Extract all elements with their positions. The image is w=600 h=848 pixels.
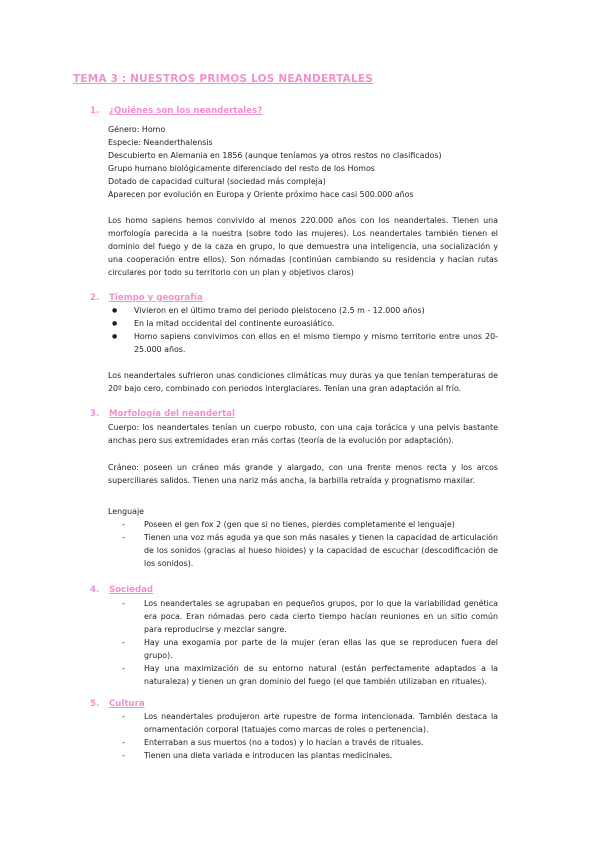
list-item: - Los neandertales produjeron arte rupestre de forma intencionada. También destaca la ornamentación corporal (tatuajes como marcas de roles o pertenencia).: [108, 710, 498, 736]
section-2-bullets: [108, 304, 498, 356]
section-5-list: [108, 710, 498, 762]
fact-line: Especie: Neanderthalensis: [108, 138, 213, 147]
section-1-facts: [108, 123, 498, 201]
section-title: ¿Quiénes son los neandertales?: [109, 106, 263, 116]
list-item: - Los neandertales se agrupaban en pequeños grupos, por lo que la variabilidad genética era poca. Eran nómadas pero cada cierto tiempo hacían reuniones en un sitio común para reproducirse y mezclar sangre.: [108, 597, 498, 636]
language-list: [108, 518, 498, 570]
section-number: 3.: [90, 409, 100, 419]
section-4-heading: [90, 585, 153, 595]
document-title: TEMA 3 : NUESTROS PRIMOS LOS NEANDERTALES: [73, 73, 374, 85]
section-number: 4.: [90, 585, 100, 595]
language-label: Lenguaje: [108, 507, 145, 516]
list-item: - Enterraban a sus muertos (no a todos) y lo hacían a través de rituales.: [108, 736, 498, 749]
fact-line: Grupo humano biológicamente diferenciado del resto de los Homos: [108, 164, 375, 173]
section-3-skull: Cráneo: poseen un cráneo más grande y alargado, con una frente menos recta y los arcos superciliares salidos. Tienen una nariz más ancha, la barbilla retraída y prognatismo maxilar.: [108, 463, 498, 485]
fact-line: Descubierto en Alemania en 1856 (aunque teníamos ya otros restos no clasificados): [108, 151, 442, 160]
section-2-heading: [90, 293, 203, 303]
section-title: Sociedad: [109, 585, 154, 595]
section-3-body: Cuerpo: los neandertales tenían un cuerpo robusto, con una caja torácica y una pelvis bastante anchas pero sus extremidades eran más cortas (teoría de la evolución por adaptación).: [108, 423, 498, 445]
section-3-heading: [90, 409, 235, 419]
bullet-item: ● Homo sapiens convivimos con ellos en el mismo tiempo y mismo territorio entre unos 20-25.000 años.: [108, 330, 498, 356]
fact-line: Dotado de capacidad cultural (sociedad más compleja): [108, 177, 326, 186]
list-item: - Poseen el gen fox 2 (gen que si no tienes, pierdes completamente el lenguaje): [108, 518, 498, 531]
section-1-paragraph: Los homo sapiens hemos convivido al menos 220.000 años con los neandertales. Tienen una morfología parecida a la nuestra (sobre todo las mujeres). Los neandertales también tienen el dominio del fuego y de la caza en grupo, lo que demuestra una inteligencia, una socialización y una cooperación entre ellos). Son nómadas (continúan cambiando su residencia y hacían rutas circulares por todo su territorio con un plan y objetivos claros): [108, 216, 498, 277]
section-4-list: [108, 597, 498, 688]
list-item: - Hay una maximización de su entorno natural (están perfectamente adaptados a la naturaleza) y tienen un gran dominio del fuego (el que también utilizaban en rituales).: [108, 662, 498, 688]
section-1-heading: [90, 106, 262, 116]
list-item: - Tienen una dieta variada e introducen las plantas medicinales.: [108, 749, 498, 762]
section-5-heading: [90, 699, 145, 709]
fact-line: Género: Homo: [108, 125, 166, 134]
list-item: - Hay una exogamia por parte de la mujer (eran ellas las que se reproducen fuera del grupo).: [108, 636, 498, 662]
section-2-paragraph: Los neandertales sufrieron unas condiciones climáticas muy duras ya que tenían temperaturas de 20º bajo cero, combinado con periodos interglaciares. Tenían una gran adaptación al frío.: [108, 371, 498, 393]
bullet-item: ● Vivieron en el último tramo del periodo pleistoceno (2.5 m - 12.000 años): [108, 304, 498, 317]
section-title: Morfología del neandertal: [109, 409, 235, 419]
section-number: 2.: [90, 293, 100, 303]
list-item: - Tienen una voz más aguda ya que son más nasales y tienen la capacidad de articulación de los sonidos (gracias al hueso hioides) y la capacidad de escuchar (descodificación de los sonidos).: [108, 531, 498, 570]
section-number: 1.: [90, 106, 100, 116]
bullet-item: ● En la mitad occidental del continente euroasiático.: [108, 317, 498, 330]
section-number: 5.: [90, 699, 100, 709]
fact-line: Aparecen por evolución en Europa y Oriente próximo hace casi 500.000 años: [108, 190, 414, 199]
section-title: Tiempo y geografía: [109, 293, 203, 303]
section-title: Cultura: [109, 699, 145, 709]
